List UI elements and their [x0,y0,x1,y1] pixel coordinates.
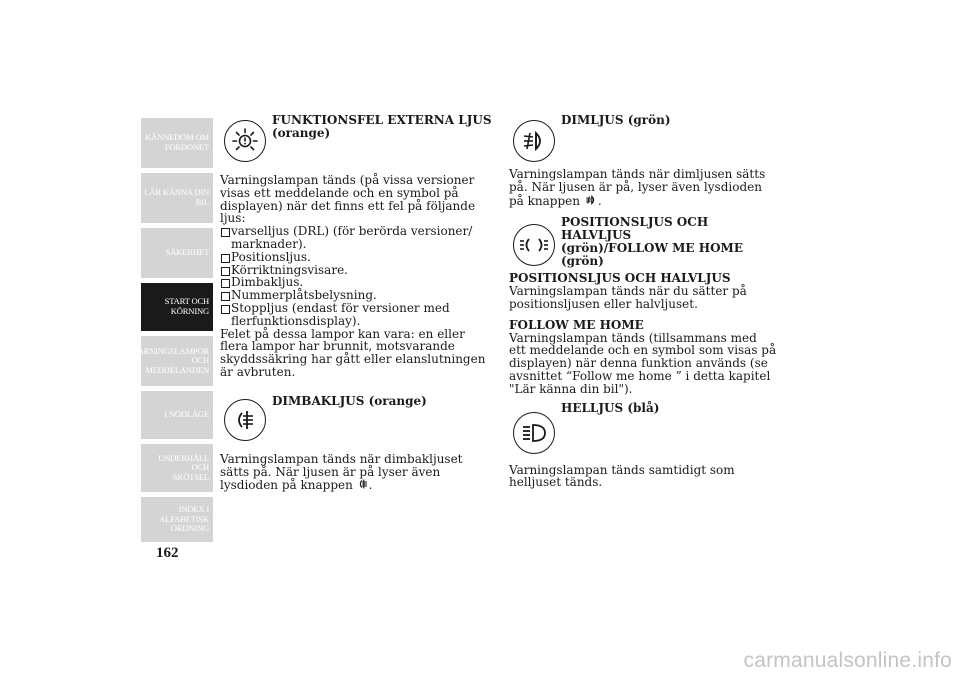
position-light-section [509,215,777,268]
high-beam-icon [513,412,555,454]
tab-underhall-och-skotsel[interactable]: UNDERHÅLL OCH SKÖTSEL [141,444,213,492]
right-column [509,114,777,489]
exterior-light-fault-heading: FUNKTIONSFEL EXTERNA LJUS (orange) [272,113,492,140]
list-item: Körriktningsvisare. [220,264,488,277]
rear-fog-light-icon [224,399,266,441]
rear-fog-heading: DIMBAKLJUS (orange) [272,393,427,408]
list-item: Nummerplåtsbelysning. [220,289,488,302]
rear-fog-text: Varningslampan tänds när dimbakljuset sätts på. När ljusen är på lyser även lysdioden på knappen . [220,451,463,493]
tab-start-och-korning[interactable]: START OCH KÖRNING [141,283,213,331]
tab-sakerhet[interactable]: SÄKERHET [141,228,213,278]
front-fog-light-icon [584,194,598,209]
high-beam-heading: HELLJUS (blå) [561,400,660,415]
exterior-light-fault-icon [224,120,266,162]
front-fog-text: Varningslampan tänds när dimljusen sätts på. När ljusen är på, lyser även lysdioden på knappen . [509,167,766,208]
tab-index-i-alfabetisk-ordning[interactable]: INDEX I ALFABETISK ORDNING [141,497,213,542]
position-light-text: Varningslampan tänds när du sätter på positionsljusen eller halvljuset. [509,284,747,311]
exterior-light-fault-section [220,113,492,170]
left-column [220,113,492,493]
list-item: Stoppljus (endast för versioner med flerfunktionsdisplay). [220,302,488,328]
position-light-subheading: POSITIONSLJUS OCH HALVLJUS [509,271,731,286]
position-light-icon [513,224,555,266]
list-item: Positionsljus. [220,251,488,264]
front-fog-heading: DIMLJUS (grön) [561,113,671,127]
tab-i-nodlage[interactable]: I NÖDLÄGE [141,391,213,439]
tab-kannedom-om-fordonet[interactable]: KÄNNEDOM OM FORDONET [141,118,213,168]
high-beam-text: Varningslampan tänds samtidigt som helljuset tänds. [509,462,735,490]
front-fog-light-icon [513,120,555,162]
list-item: varselljus (DRL) (för berörda versioner/ marknader). [220,225,488,251]
chapter-sidebar [132,118,213,542]
follow-me-home-subheading: FOLLOW ME HOME [509,317,644,332]
page-number: 162 [156,545,179,561]
follow-me-home-text: Varningslampan tänds (tillsammans med ett meddelande och en symbol som visas på displayen) när denna funktion används (se avsnittet “Follow me home ” i detta kapitel "Lär känna din bil"). [509,330,777,396]
tab-varningslampor-och-meddelanden[interactable]: VARNINGSLAMPOR OCH MEDDELANDEN [141,336,213,386]
exterior-light-fault-outro: Felet på dessa lampor kan vara: en eller flera lampor har brunnit, motsvarande skyddssäkring har gått eller elanslutningen är avbruten. [220,326,486,379]
tab-lar-kanna-din-bil[interactable]: LÄR KÄNNA DIN BIL [141,173,213,223]
position-light-heading: POSITIONSLJUS OCH HALVLJUS (grön)/FOLLOW ME HOME (grön) [561,215,743,268]
exterior-light-fault-list [220,225,488,327]
high-beam-section [509,402,777,458]
list-item: Dimbakljus. [220,276,488,289]
rear-fog-section [220,389,488,447]
front-fog-section [509,114,777,164]
rear-fog-light-icon [357,478,369,493]
exterior-light-fault-intro: Varningslampan tänds (på vissa versioner visas ett meddelande och en symbol på displayen) när det finns ett fel på följande ljus: [220,173,476,226]
watermark: carmanualsonline.info [743,649,952,672]
